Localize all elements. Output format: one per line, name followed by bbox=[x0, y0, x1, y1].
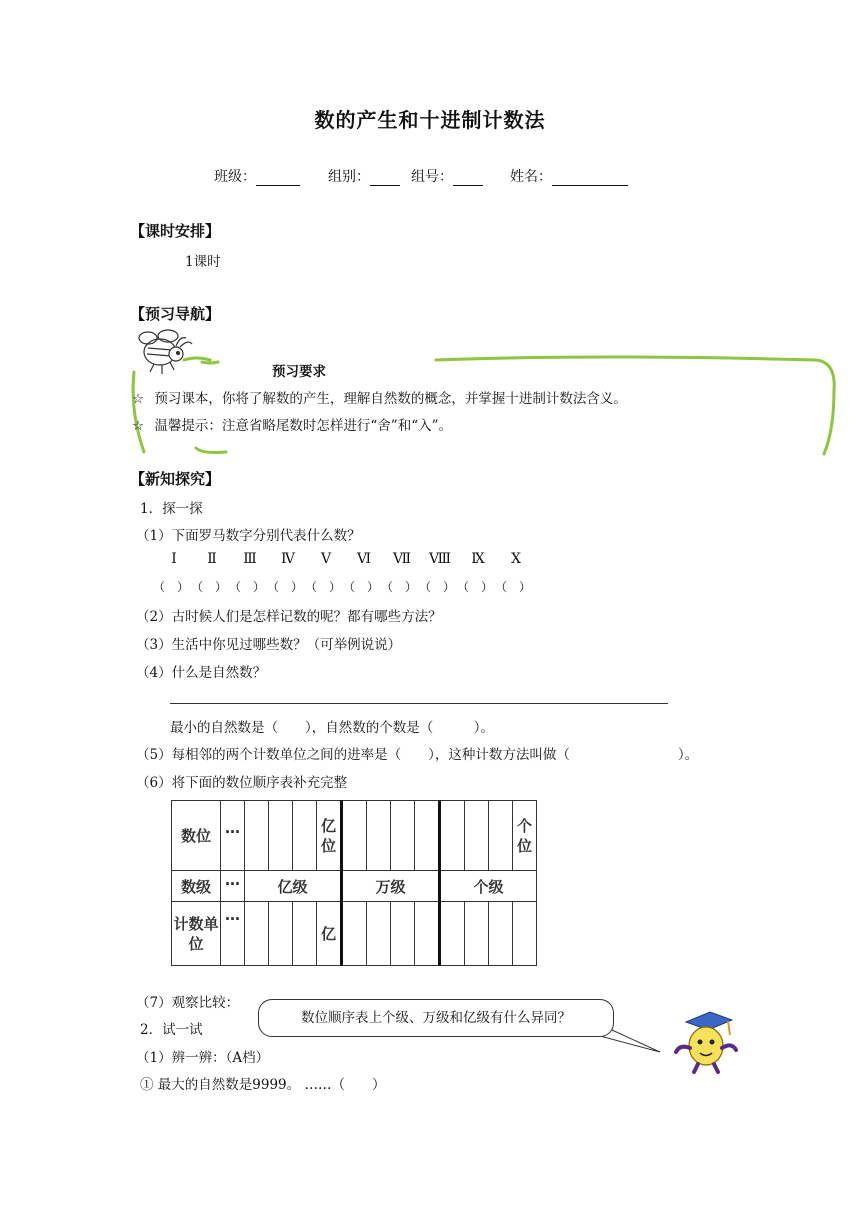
row-label-digit-place: 数位 bbox=[172, 801, 221, 871]
speech-bubble: 数位顺序表上个级、万级和亿级有什么异同？ bbox=[258, 999, 614, 1037]
group-no-blank[interactable] bbox=[453, 170, 483, 186]
question-5: （5）每相邻的两个计数单位之间的进率是（ ），这种计数方法叫做（ ）。 bbox=[136, 747, 699, 763]
blank-cell[interactable] bbox=[391, 801, 415, 871]
roman-numeral: Ⅵ bbox=[356, 551, 372, 567]
question-1: （1）下面罗马数字分别代表什么数？ bbox=[136, 528, 361, 544]
blank-cell[interactable] bbox=[293, 902, 317, 966]
roman-numeral: Ⅹ bbox=[511, 551, 521, 567]
question-3: （3）生活中你见过哪些数？（可举例说说） bbox=[136, 637, 402, 653]
schedule-value: 1课时 bbox=[185, 254, 221, 270]
name-blank[interactable] bbox=[552, 170, 628, 186]
answer-blank[interactable]: （ ） bbox=[418, 580, 455, 594]
table-row bbox=[172, 871, 537, 902]
page-title: 数的产生和十进制计数法 bbox=[314, 108, 546, 132]
ge-wei-cell: 个位 bbox=[513, 801, 537, 871]
name-label: 姓名： bbox=[510, 169, 552, 185]
answer-line[interactable] bbox=[170, 703, 668, 704]
preview-item-1-text: 预习课本，你将了解数的产生，理解自然数的概念，并掌握十进制计数法含义。 bbox=[154, 391, 627, 407]
question-2: （2）古时候人们是怎样记数的呢？都有哪些方法？ bbox=[136, 609, 442, 625]
class-label: 班级： bbox=[214, 169, 256, 185]
place-value-table bbox=[171, 800, 537, 966]
group-blank[interactable] bbox=[370, 170, 400, 186]
blank-cell[interactable] bbox=[465, 801, 489, 871]
star-icon: ☆ bbox=[132, 391, 145, 407]
question-6: （6）将下面的数位顺序表补充完整 bbox=[136, 775, 348, 791]
mascot-icon bbox=[668, 1006, 740, 1074]
wan-ji-cell: 万级 bbox=[342, 871, 440, 902]
ellipsis-cell: … bbox=[221, 902, 245, 966]
yi-wei-cell: 亿位 bbox=[317, 801, 342, 871]
group-label: 组别： bbox=[328, 169, 370, 185]
answer-blank[interactable]: （ ） bbox=[342, 580, 379, 594]
group-field bbox=[328, 166, 400, 186]
roman-numeral: Ⅴ bbox=[320, 551, 332, 567]
blank-cell[interactable] bbox=[391, 902, 415, 966]
answer-blank[interactable]: （ ） bbox=[380, 580, 417, 594]
explore-part-1: 1．探一探 bbox=[140, 501, 203, 517]
table-row bbox=[172, 801, 537, 871]
row-label-level: 数级 bbox=[172, 871, 221, 902]
blank-cell[interactable] bbox=[342, 902, 367, 966]
blank-cell[interactable] bbox=[415, 801, 440, 871]
explore-part-2: 2．试一试 bbox=[140, 1022, 203, 1038]
blank-cell[interactable] bbox=[489, 801, 513, 871]
blank-cell[interactable] bbox=[245, 801, 269, 871]
table-row bbox=[172, 902, 537, 966]
answer-blank[interactable]: （ ） bbox=[152, 580, 189, 594]
blank-cell[interactable] bbox=[342, 801, 367, 871]
question-7: （7）观察比较： bbox=[136, 995, 240, 1011]
preview-item-2-text: 温馨提示：注意省略尾数时怎样进行“舍”和“入”。 bbox=[154, 418, 453, 434]
ge-ji-cell: 个级 bbox=[440, 871, 537, 902]
roman-numeral: Ⅲ bbox=[243, 551, 257, 567]
answer-blanks bbox=[152, 578, 532, 595]
blank-cell[interactable] bbox=[513, 902, 537, 966]
ellipsis-cell: … bbox=[221, 871, 245, 902]
group-no-field bbox=[411, 166, 483, 186]
bubble-tail bbox=[600, 1028, 670, 1058]
roman-numerals bbox=[155, 551, 535, 567]
blank-cell[interactable] bbox=[245, 902, 269, 966]
blank-cell[interactable] bbox=[415, 902, 440, 966]
yi-unit-cell: 亿 bbox=[317, 902, 342, 966]
roman-numeral: Ⅶ bbox=[392, 551, 412, 567]
blank-cell[interactable] bbox=[489, 902, 513, 966]
answer-blank[interactable]: （ ） bbox=[304, 580, 341, 594]
roman-numeral: Ⅸ bbox=[471, 551, 485, 567]
roman-numeral: Ⅳ bbox=[281, 551, 295, 567]
explore-heading: 【新知探究】 bbox=[130, 470, 221, 488]
blank-cell[interactable] bbox=[367, 801, 391, 871]
row-label-counting-unit: 计数单位 bbox=[172, 902, 221, 966]
preview-box-heading: 预习要求 bbox=[272, 364, 326, 380]
answer-blank[interactable]: （ ） bbox=[228, 580, 265, 594]
answer-blank[interactable]: （ ） bbox=[190, 580, 227, 594]
yi-ji-cell: 亿级 bbox=[245, 871, 342, 902]
name-field bbox=[510, 166, 628, 186]
class-field bbox=[214, 166, 300, 186]
blank-cell[interactable] bbox=[293, 801, 317, 871]
roman-numeral: Ⅱ bbox=[207, 551, 217, 567]
answer-blank[interactable]: （ ） bbox=[494, 580, 531, 594]
question-8: （1）辨一辨：（A档） bbox=[136, 1050, 270, 1066]
blank-cell[interactable] bbox=[269, 902, 293, 966]
group-no-label: 组号： bbox=[411, 169, 453, 185]
blank-cell[interactable] bbox=[440, 801, 465, 871]
preview-item-2 bbox=[132, 414, 452, 434]
ellipsis-cell: … bbox=[221, 801, 245, 871]
preview-item-1 bbox=[132, 387, 627, 407]
question-4-fill: 最小的自然数是（ ），自然数的个数是（ ）。 bbox=[170, 720, 494, 736]
roman-numeral: Ⅷ bbox=[428, 551, 452, 567]
star-icon: ☆ bbox=[132, 418, 145, 434]
question-4: （4）什么是自然数？ bbox=[136, 665, 267, 681]
preview-heading: 【预习导航】 bbox=[130, 305, 221, 323]
answer-blank[interactable]: （ ） bbox=[456, 580, 493, 594]
blank-cell[interactable] bbox=[465, 902, 489, 966]
question-8-item: ① 最大的自然数是9999。 ……（ ） bbox=[140, 1077, 386, 1093]
roman-numeral: Ⅰ bbox=[171, 551, 177, 567]
blank-cell[interactable] bbox=[367, 902, 391, 966]
blank-cell[interactable] bbox=[269, 801, 293, 871]
class-blank[interactable] bbox=[256, 170, 300, 186]
answer-blank[interactable]: （ ） bbox=[266, 580, 303, 594]
blank-cell[interactable] bbox=[440, 902, 465, 966]
schedule-heading: 【课时安排】 bbox=[130, 222, 221, 240]
bee-icon bbox=[139, 330, 192, 374]
